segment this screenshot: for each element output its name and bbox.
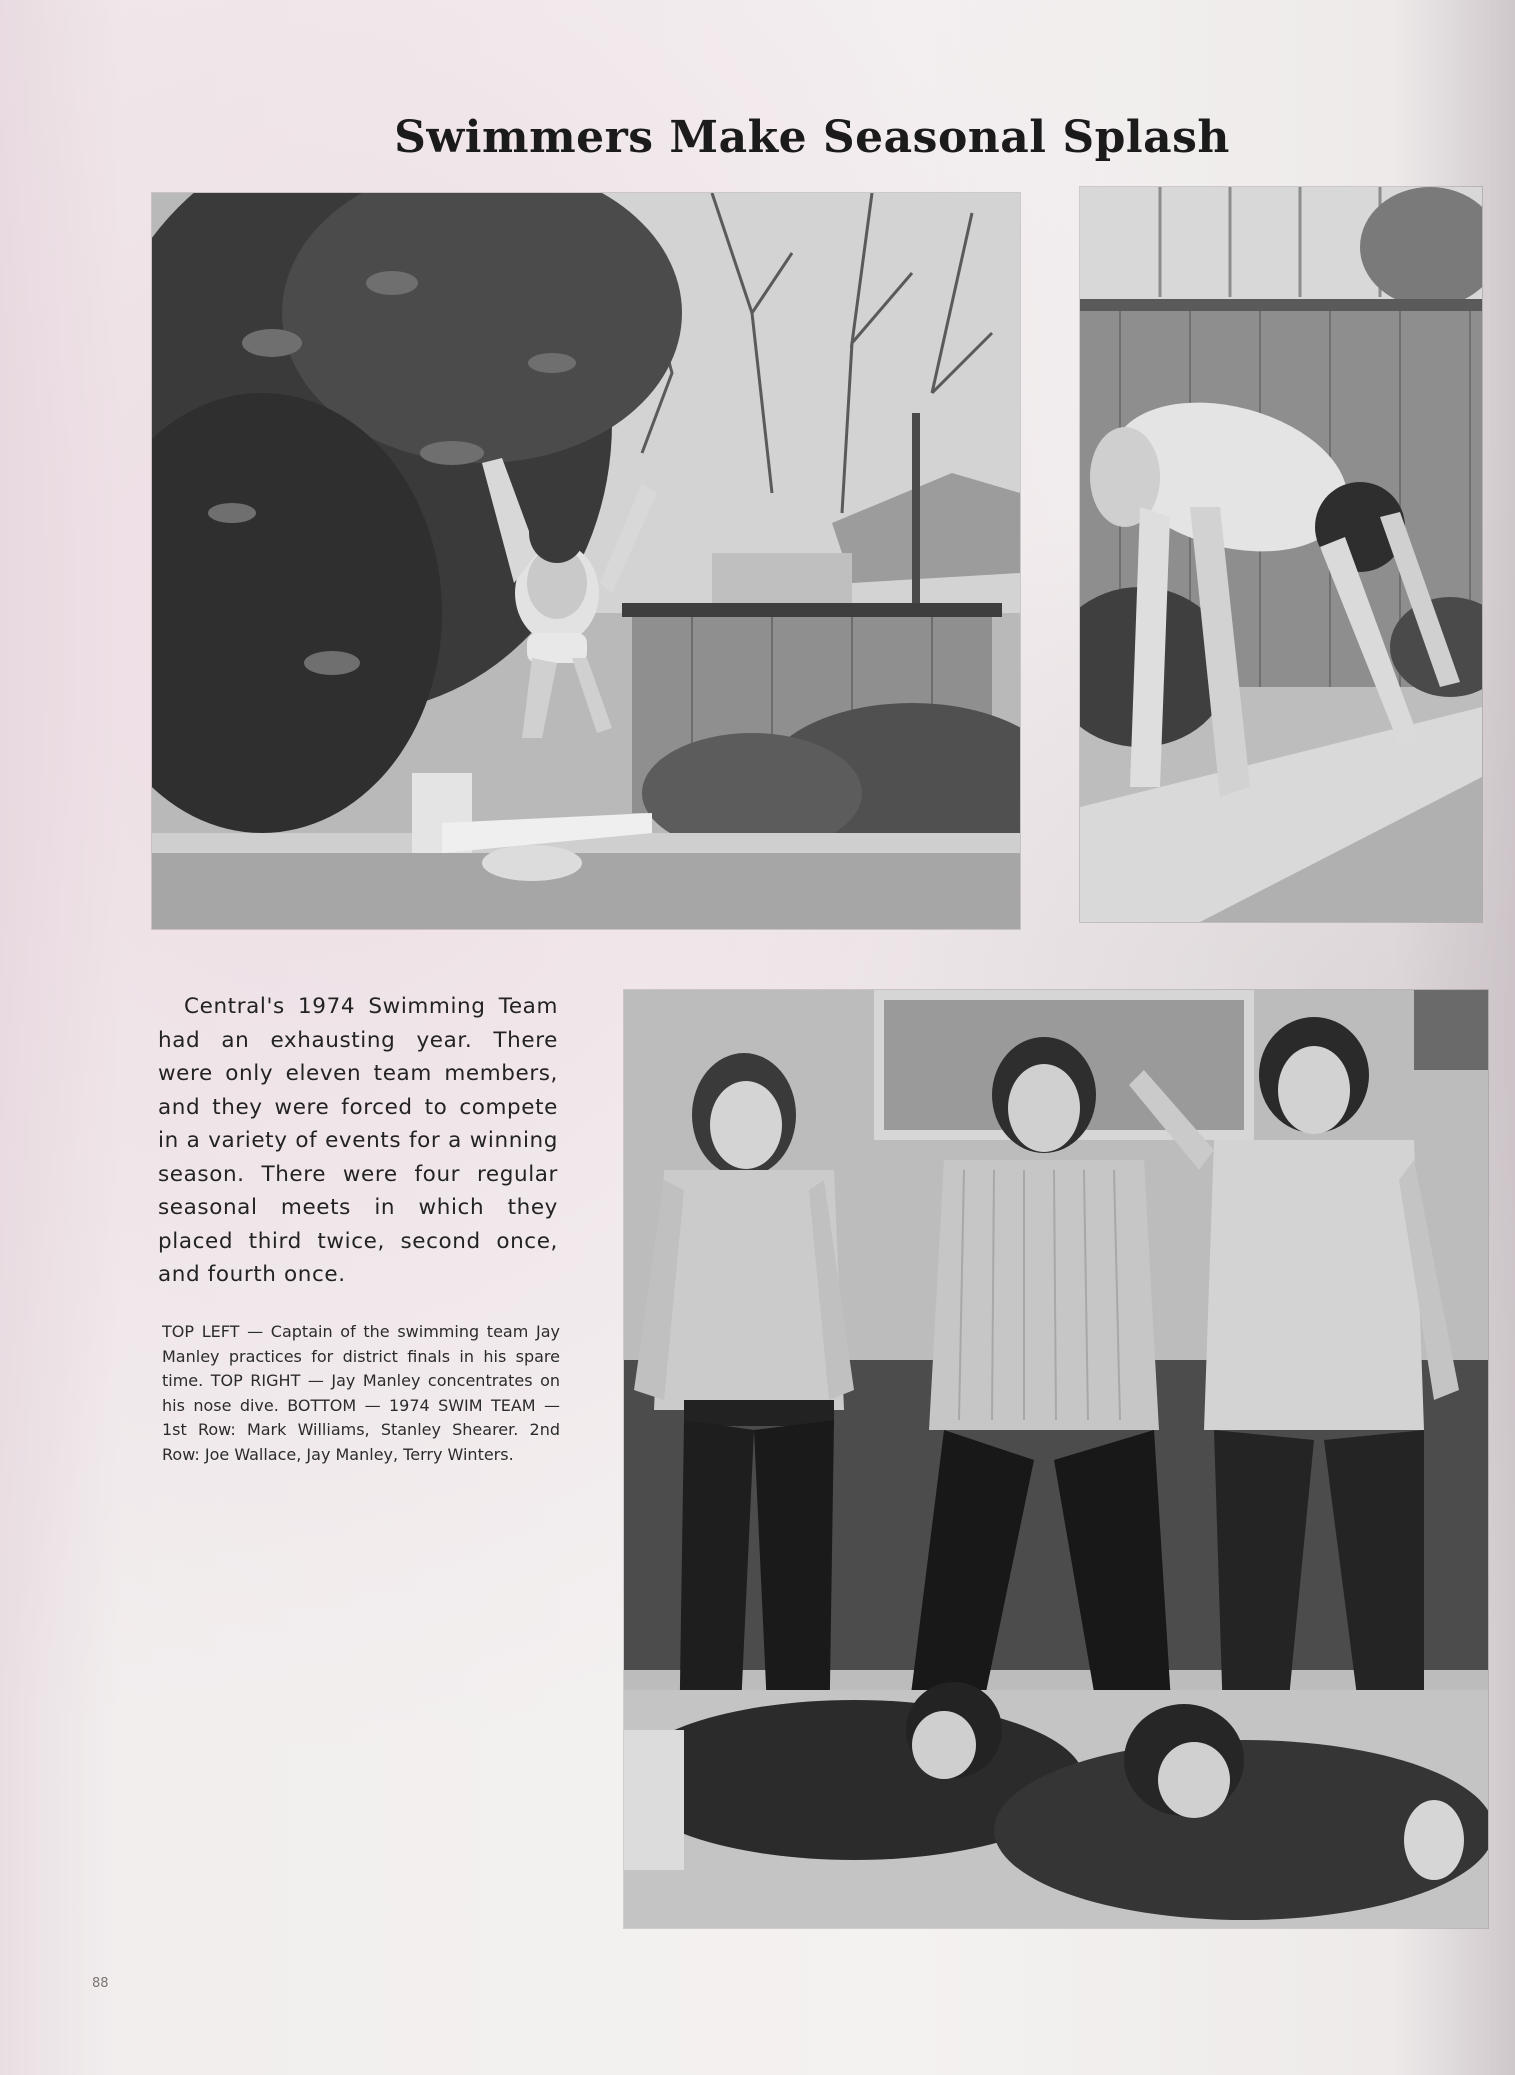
photo-bottom-swim-team [624, 990, 1488, 1928]
team-photo-illustration [624, 990, 1488, 1928]
diver-photo-illustration [152, 193, 1020, 929]
swimmer-photo-illustration [1080, 187, 1482, 922]
page-number: 88 [92, 1976, 109, 1991]
photo-caption: TOP LEFT — Captain of the swimming team Jay Manley practices for district finals in his spare time. TOP RIGHT — Jay Manley concentrates on his nose dive. BOTTOM — 1974 SWIM TEAM — 1st Row: Mark Williams, Stanley Shearer. 2nd Row: Joe Wallace, Jay Manley, Terry Winters. [162, 1322, 560, 1464]
photo-top-left-diver [152, 193, 1020, 929]
photo-top-right-swimmer [1080, 187, 1482, 922]
article-body-text: Central's 1974 Swimming Team had an exhausting year. There were only eleven team members, and they were forced to compete in a variety of events for a winning season. There were four regular seasonal meets in which they placed third twice, second once, and fourth once. [158, 994, 558, 1287]
page-title: Swimmers Make Seasonal Splash [394, 112, 1230, 163]
